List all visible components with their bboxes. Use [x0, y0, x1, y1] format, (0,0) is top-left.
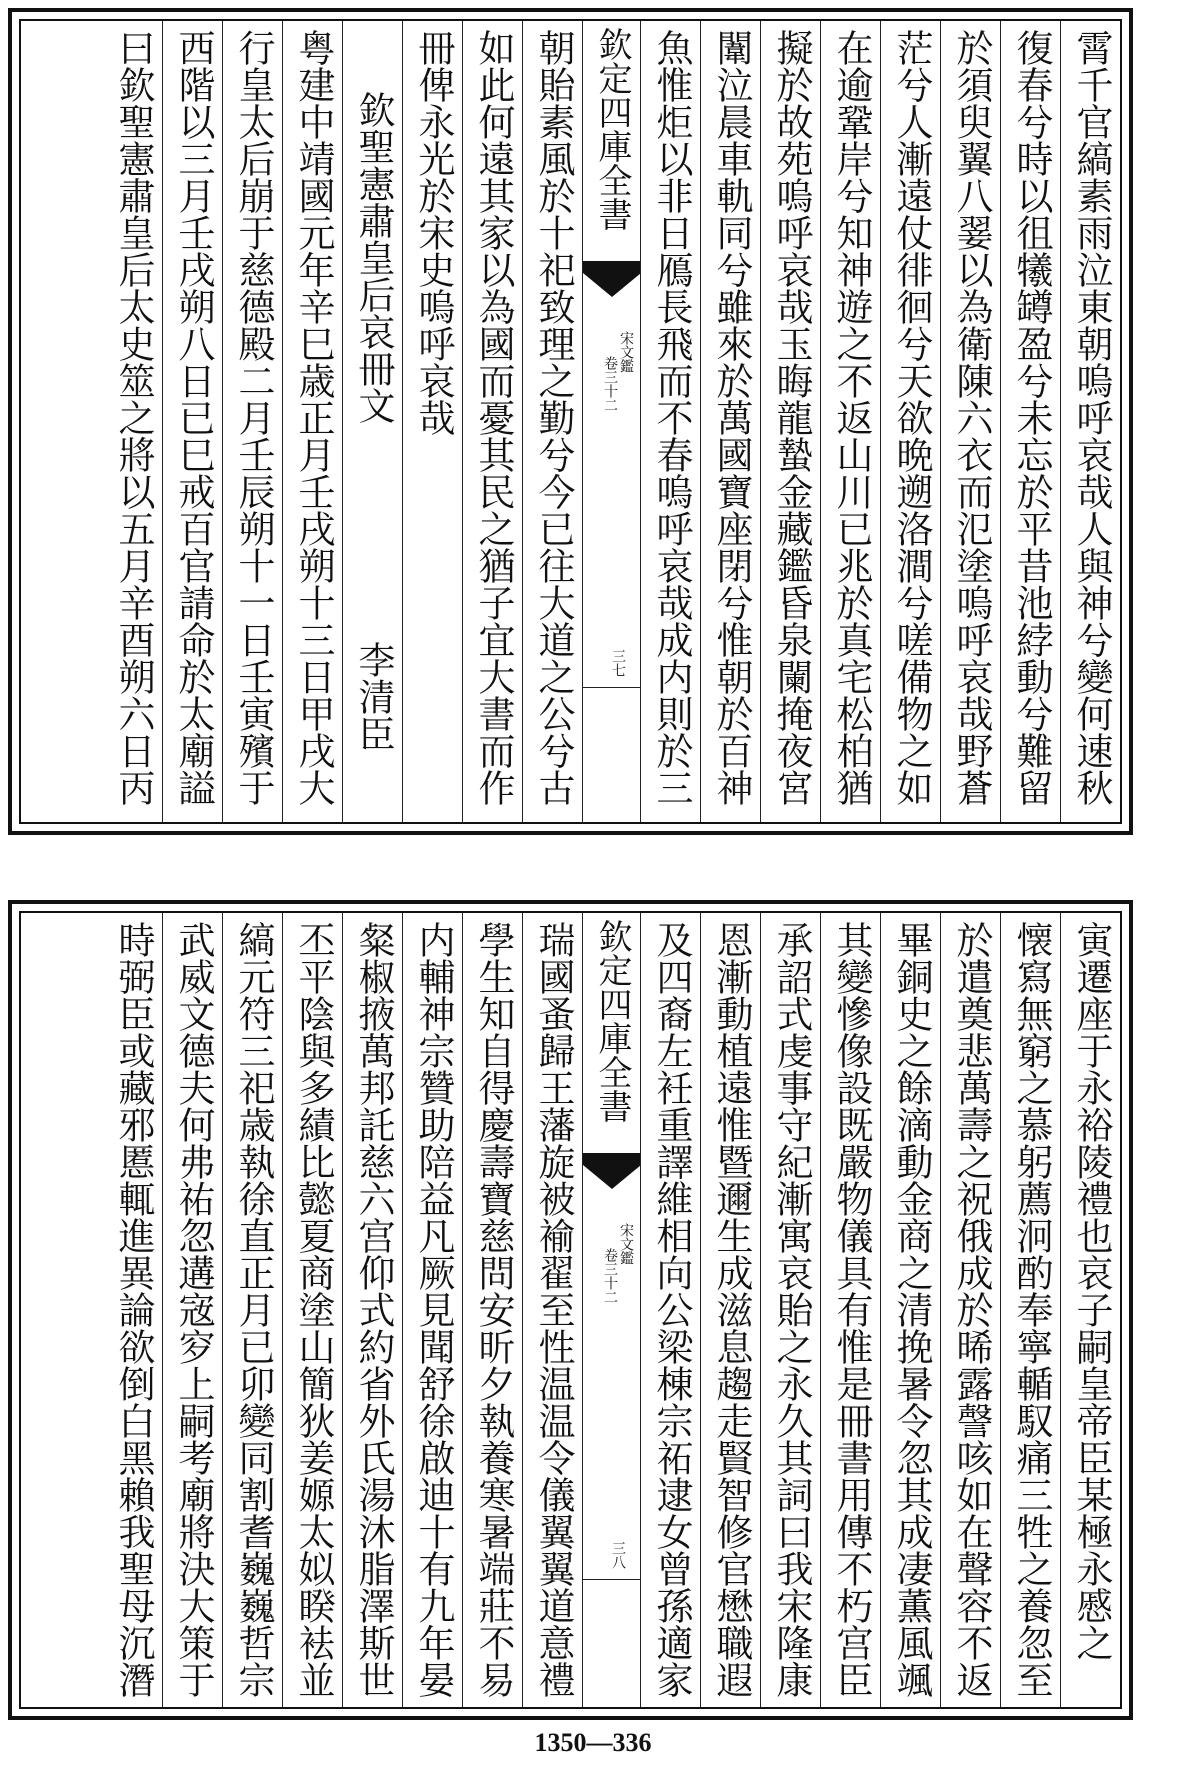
top-page	[8, 8, 1133, 835]
bottom-page-frame	[19, 911, 1122, 1709]
text-column: 寅遷座于永裕陵禮也哀子嗣皇帝臣某極永慼之	[1060, 913, 1120, 1707]
text-column: 粲椒掖萬邦託慈六宫仰式約省外氏湯沐脂澤斯世	[342, 913, 402, 1707]
text-column: 如此何遠其家以為國而憂其民之猶子宜大書而作	[462, 21, 522, 822]
library-title: 欽定四庫全書	[592, 919, 632, 1123]
text-column: 在逾鞏岸兮知神遊之不返山川已兆於真宅松柏猶	[820, 21, 880, 822]
fish-tail-mark	[583, 1153, 640, 1197]
text-column: 於須臾翼八翣以為衛陳六衣而氾塗嗚呼哀哉野蒼	[940, 21, 1000, 822]
book-title: 宋文鑑	[618, 331, 634, 373]
folio-number: 三七	[610, 649, 626, 677]
bottom-page	[8, 900, 1133, 1720]
text-column: 冊俾永光於宋史嗚呼哀哉	[402, 21, 462, 822]
book-title: 宋文鑑	[618, 1223, 634, 1265]
text-column: 恩漸動植遠惟暨邇生成滋息趨走賢智修官懋職遐	[700, 913, 760, 1707]
volume-label: 卷三十二	[602, 1248, 618, 1304]
text-column: 丕平陰與多績比懿夏商塗山簡狄姜嫄太姒睽袪並	[282, 913, 342, 1707]
folio-number: 三八	[610, 1541, 626, 1569]
text-column: 復春兮時以徂犧罇盈兮未忘於平昔池綍動兮難留	[1000, 21, 1060, 822]
title-author-column	[342, 21, 402, 822]
center-band	[582, 913, 640, 1707]
text-column: 西階以三月壬戌朔八日已巳戒百官請命於太廟謚	[162, 21, 222, 822]
author-name: 李清臣	[352, 641, 395, 752]
text-column: 懐寫無窮之慕躬薦泂酌奉寧輴馭痛三牲之養忽至	[1000, 913, 1060, 1707]
text-column: 内輔神宗贊助陪益凡厥見聞舒徐啟迪十有九年晏	[402, 913, 462, 1707]
library-title: 欽定四庫全書	[592, 27, 632, 231]
text-column: 其變慘像設既嚴物儀具有惟是冊書用傳不朽宫臣	[820, 913, 880, 1707]
text-column: 朝貽素風於十祀致理之勤兮今已往大道之公兮古	[522, 21, 582, 822]
text-column: 時弼臣或藏邪慝輒進異論欲倒白黑賴我聖母沉潛	[112, 921, 155, 1698]
text-column: 於遣奠悲萬壽之祝俄成於晞露謦咳如在聲容不返	[940, 913, 1000, 1707]
top-page-frame	[19, 19, 1122, 824]
text-column: 行皇太后崩于慈德殿二月壬辰朔十一日壬寅殯于	[222, 21, 282, 822]
center-rule	[583, 687, 640, 688]
text-column: 擬於故苑嗚呼哀哉玉晦龍蟄金藏鑑昏泉闌掩夜宮	[760, 21, 820, 822]
fish-tail-mark	[583, 261, 640, 305]
text-column: 武威文德夫何弗祐忽遘宼穸上嗣考廟將決大策于	[162, 913, 222, 1707]
page-number: 1350—336	[534, 1728, 652, 1757]
text-column: 霄千官縞素雨泣東朝嗚呼哀哉人與神兮變何速秋	[1060, 21, 1120, 822]
text-column: 承詔式虔事守紀漸寓哀貽之永久其詞曰我宋隆康	[760, 913, 820, 1707]
center-rule	[583, 1579, 640, 1580]
text-column: 瑞國蚤歸王藩旋被褕翟至性温温令儀翼翼道意禮	[522, 913, 582, 1707]
volume-label: 卷三十二	[602, 356, 618, 412]
text-column: 及四裔左衽重譯維相向公梁棟宗祏逮女曾孫適家	[640, 913, 700, 1707]
text-column: 曰欽聖憲肅皇后太史筮之將以五月辛酉朔六日丙	[112, 29, 155, 806]
center-band	[582, 21, 640, 822]
text-column: 縞元符三祀歳執徐直正月已卯變同割耆巍巍哲宗	[222, 913, 282, 1707]
text-column: 闈泣晨車軌同兮雖來於萬國寶座閉兮惟朝於百神	[700, 21, 760, 822]
text-column: 畢銅史之餘滴動金商之清挽暑令忽其成凄薫風颯	[880, 913, 940, 1707]
text-column: 學生知自得慶壽寶慈問安昕夕執養寒暑端莊不易	[462, 913, 522, 1707]
text-column: 茫兮人漸遠仗徘徊兮天欲晩遡洛澗兮嗟備物之如	[880, 21, 940, 822]
document-title: 欽聖憲肅皇后哀冊文	[352, 91, 395, 424]
text-column: 粤建中靖國元年辛巳歳正月壬戌朔十三日甲戌大	[282, 21, 342, 822]
text-column: 魚惟炬以非日鴈長飛而不春嗚呼哀哉成内則於三	[640, 21, 700, 822]
